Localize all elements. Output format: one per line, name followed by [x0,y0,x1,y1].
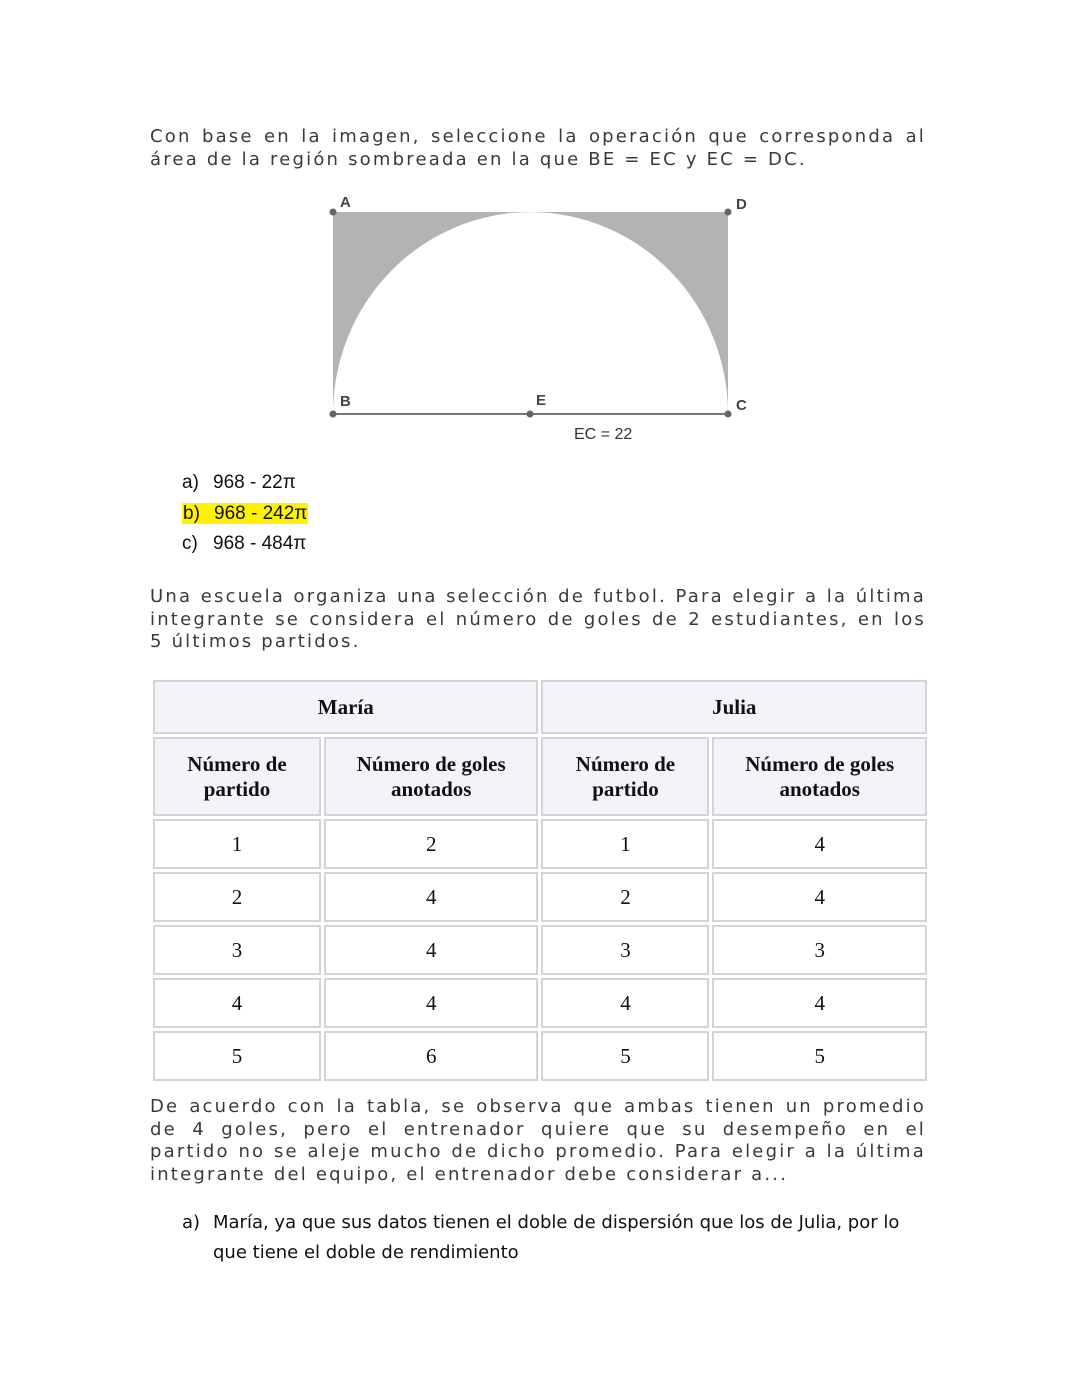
group-header-julia: Julia [541,680,927,734]
table-cell: 4 [541,978,709,1028]
column-header: Número de partido [153,737,321,816]
measure-label: EC = 22 [574,426,633,443]
question2-text: De acuerdo con la tabla, se observa que ambas tienen un promedio de 4 goles, pero el entrenador quiere que su desempeño en el partido no se aleje mucho de dicho promedio. Para elegir a la última integrante del equipo, el entrenador debe considerar a... [150,1096,926,1185]
table-cell: 3 [712,925,927,975]
table-cell: 1 [541,819,709,869]
question2-intro: Una escuela organiza una selección de futbol. Para elegir a la última integrante se considera el número de goles de 2 estudiantes, en los 5 últimos partidos. [150,586,926,652]
table-cell: 2 [153,872,321,922]
table-row [153,819,927,869]
table-row [153,978,927,1028]
table-row [153,925,927,975]
label-b: B [340,393,351,410]
table-cell: 3 [153,925,321,975]
option-c[interactable]: c) 968 - 484π [182,533,307,554]
question1-options [182,468,308,560]
option-a[interactable]: a) 968 - 22π [182,472,296,493]
table-cell: 4 [712,872,927,922]
table-cell: 2 [541,872,709,922]
goals-table [150,677,930,1084]
question1-text: Con base en la imagen, seleccione la operación que corresponda al área de la región sombreada en la que BE = EC y EC = DC. [150,126,926,170]
column-header: Número de goles anotados [712,737,927,816]
group-header-maria: María [153,680,538,734]
label-e: E [536,392,547,409]
table-row [153,1031,927,1081]
table-cell: 4 [712,978,927,1028]
table-cell: 1 [153,819,321,869]
table-cell: 4 [712,819,927,869]
table-cell: 4 [153,978,321,1028]
table-cell: 4 [324,872,539,922]
shaded-region [333,212,728,414]
table-cell: 5 [541,1031,709,1081]
table-row [153,872,927,922]
table-cell: 3 [541,925,709,975]
column-header: Número de goles anotados [324,737,539,816]
table-cell: 4 [324,925,539,975]
question2-option-a[interactable]: a) María, ya que sus datos tienen el doble de dispersión que los de Julia, por lo que tiene el doble de rendimiento [182,1212,900,1263]
table-cell: 6 [324,1031,539,1081]
label-a: A [340,194,351,211]
option-b[interactable]: b) 968 - 242π [183,502,308,524]
label-c: C [736,397,747,414]
label-d: D [736,196,747,213]
column-header: Número de partido [541,737,709,816]
geometry-figure [300,185,780,455]
table-cell: 5 [712,1031,927,1081]
table-cell: 4 [324,978,539,1028]
table-cell: 5 [153,1031,321,1081]
table-cell: 2 [324,819,539,869]
